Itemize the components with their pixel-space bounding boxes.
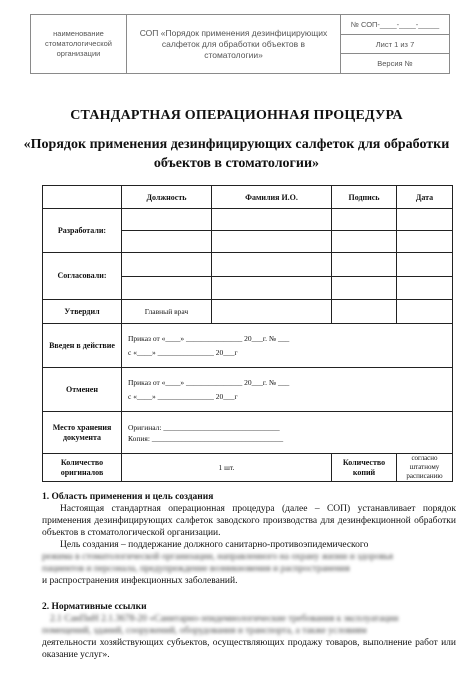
originals-count-value: 1 шт.: [122, 454, 332, 482]
table-cell[interactable]: [212, 209, 332, 231]
table-cell[interactable]: [212, 300, 332, 324]
section-paragraph: Цель создания – поддержание должного санитарно-противоэпидемического: [60, 540, 369, 550]
org-name-cell: наименование стоматологической организации: [31, 15, 127, 73]
original-line: Оригинал: _______________________________: [128, 422, 280, 432]
corner-cell: [43, 186, 122, 209]
introduced-order[interactable]: [122, 324, 453, 368]
table-row: [43, 209, 453, 231]
storage-places[interactable]: [122, 412, 453, 454]
document-subtitle: «Порядок применения дезинфицирующих салфеток для обработки объектов в стоматологии»: [23, 137, 450, 171]
table-cell[interactable]: [397, 253, 453, 277]
approval-table: [42, 185, 453, 482]
table-cell[interactable]: [122, 277, 212, 300]
col-date: Дата: [397, 186, 453, 209]
table-cell[interactable]: [332, 231, 397, 253]
from-line: с «____» _______________ 20___г: [128, 391, 238, 401]
sop-number: № СОП-____-____-_____: [341, 15, 449, 35]
table-cell[interactable]: [122, 209, 212, 231]
table-row: [43, 253, 453, 277]
sheet-number: Лист 1 из 7: [341, 35, 449, 55]
table-cell[interactable]: [397, 231, 453, 253]
table-row: [43, 324, 453, 368]
table-cell[interactable]: [212, 277, 332, 300]
cancelled-order[interactable]: [122, 368, 453, 412]
col-name: Фамилия И.О.: [212, 186, 332, 209]
table-row: [43, 454, 453, 482]
table-row: [43, 412, 453, 454]
col-position: Должность: [122, 186, 212, 209]
copies-count-label: Количество копий: [332, 454, 397, 482]
table-cell[interactable]: [332, 253, 397, 277]
order-line: Приказ от «____» _______________ 20___г. № ___: [128, 377, 290, 387]
copies-count-value: согласно штатному расписанию: [397, 454, 453, 482]
table-cell[interactable]: [212, 231, 332, 253]
version-number: Версия №: [377, 59, 413, 69]
sop-title-cell: СОП «Порядок применения дезинфицирующих салфеток для обработки объектов в стоматологии»: [127, 15, 341, 73]
sop-meta-cell: [341, 15, 449, 73]
table-cell[interactable]: [332, 209, 397, 231]
order-line: Приказ от «____» _______________ 20___г. № ___: [128, 333, 290, 343]
originals-count-label: Количество оригиналов: [43, 454, 122, 482]
section-paragraph: деятельности хозяйствующих субъектов, осуществляющих продажу товаров, выполнение работ или оказание услуг».: [42, 638, 456, 660]
table-cell[interactable]: [397, 209, 453, 231]
section-paragraph: Настоящая стандартная операционная процедура (далее – СОП) устанавливает порядок применения дезинфицирующих салфеток заводского производства для дезинфекционной обработки объектов в стоматологической организации.: [42, 504, 456, 538]
blurred-text: пациентов и персонала, предупреждение возникновения и распространения: [42, 564, 350, 574]
document-title: СТАНДАРТНАЯ ОПЕРАЦИОННАЯ ПРОЦЕДУРА: [70, 108, 403, 123]
table-cell[interactable]: [212, 253, 332, 277]
table-header-row: [43, 186, 453, 209]
blurred-text: режима в стоматологической организации, направленного на охрану жизни и здоровья: [42, 552, 394, 562]
section-heading: 1. Область применения и цель создания: [42, 492, 214, 502]
table-cell[interactable]: [332, 277, 397, 300]
document-header: [30, 14, 450, 74]
table-cell[interactable]: [122, 253, 212, 277]
cancelled-label: Отменен: [43, 368, 122, 412]
table-row: [43, 368, 453, 412]
approved-label: Утвердил: [43, 300, 122, 324]
table-row: [43, 300, 453, 324]
table-cell[interactable]: [122, 231, 212, 253]
table-cell[interactable]: [397, 300, 453, 324]
from-line: с «____» _______________ 20___г: [128, 347, 238, 357]
section-scope: [42, 491, 456, 587]
section-references: [42, 601, 456, 661]
introduced-label: Введен в действие: [43, 324, 122, 368]
blurred-text: 2.1 СанПиН 2.1.3678-20 «Санитарно-эпидемиологические требования к эксплуатации: [50, 614, 399, 624]
copy-line: Копия: ___________________________________: [128, 433, 284, 443]
section-heading: 2. Нормативные ссылки: [42, 602, 147, 612]
table-cell[interactable]: [397, 277, 453, 300]
col-signature: Подпись: [332, 186, 397, 209]
section-paragraph: и распространения инфекционных заболеваний.: [42, 576, 238, 586]
blurred-text: помещений, зданий, сооружений, оборудования и транспорта, а также условиям: [42, 626, 367, 636]
table-cell[interactable]: [332, 300, 397, 324]
developed-label: Разработали:: [43, 209, 122, 253]
storage-label: Место хранения документа: [43, 412, 122, 454]
approved-position: Главный врач: [122, 300, 212, 324]
agreed-label: Согласовали:: [43, 253, 122, 300]
